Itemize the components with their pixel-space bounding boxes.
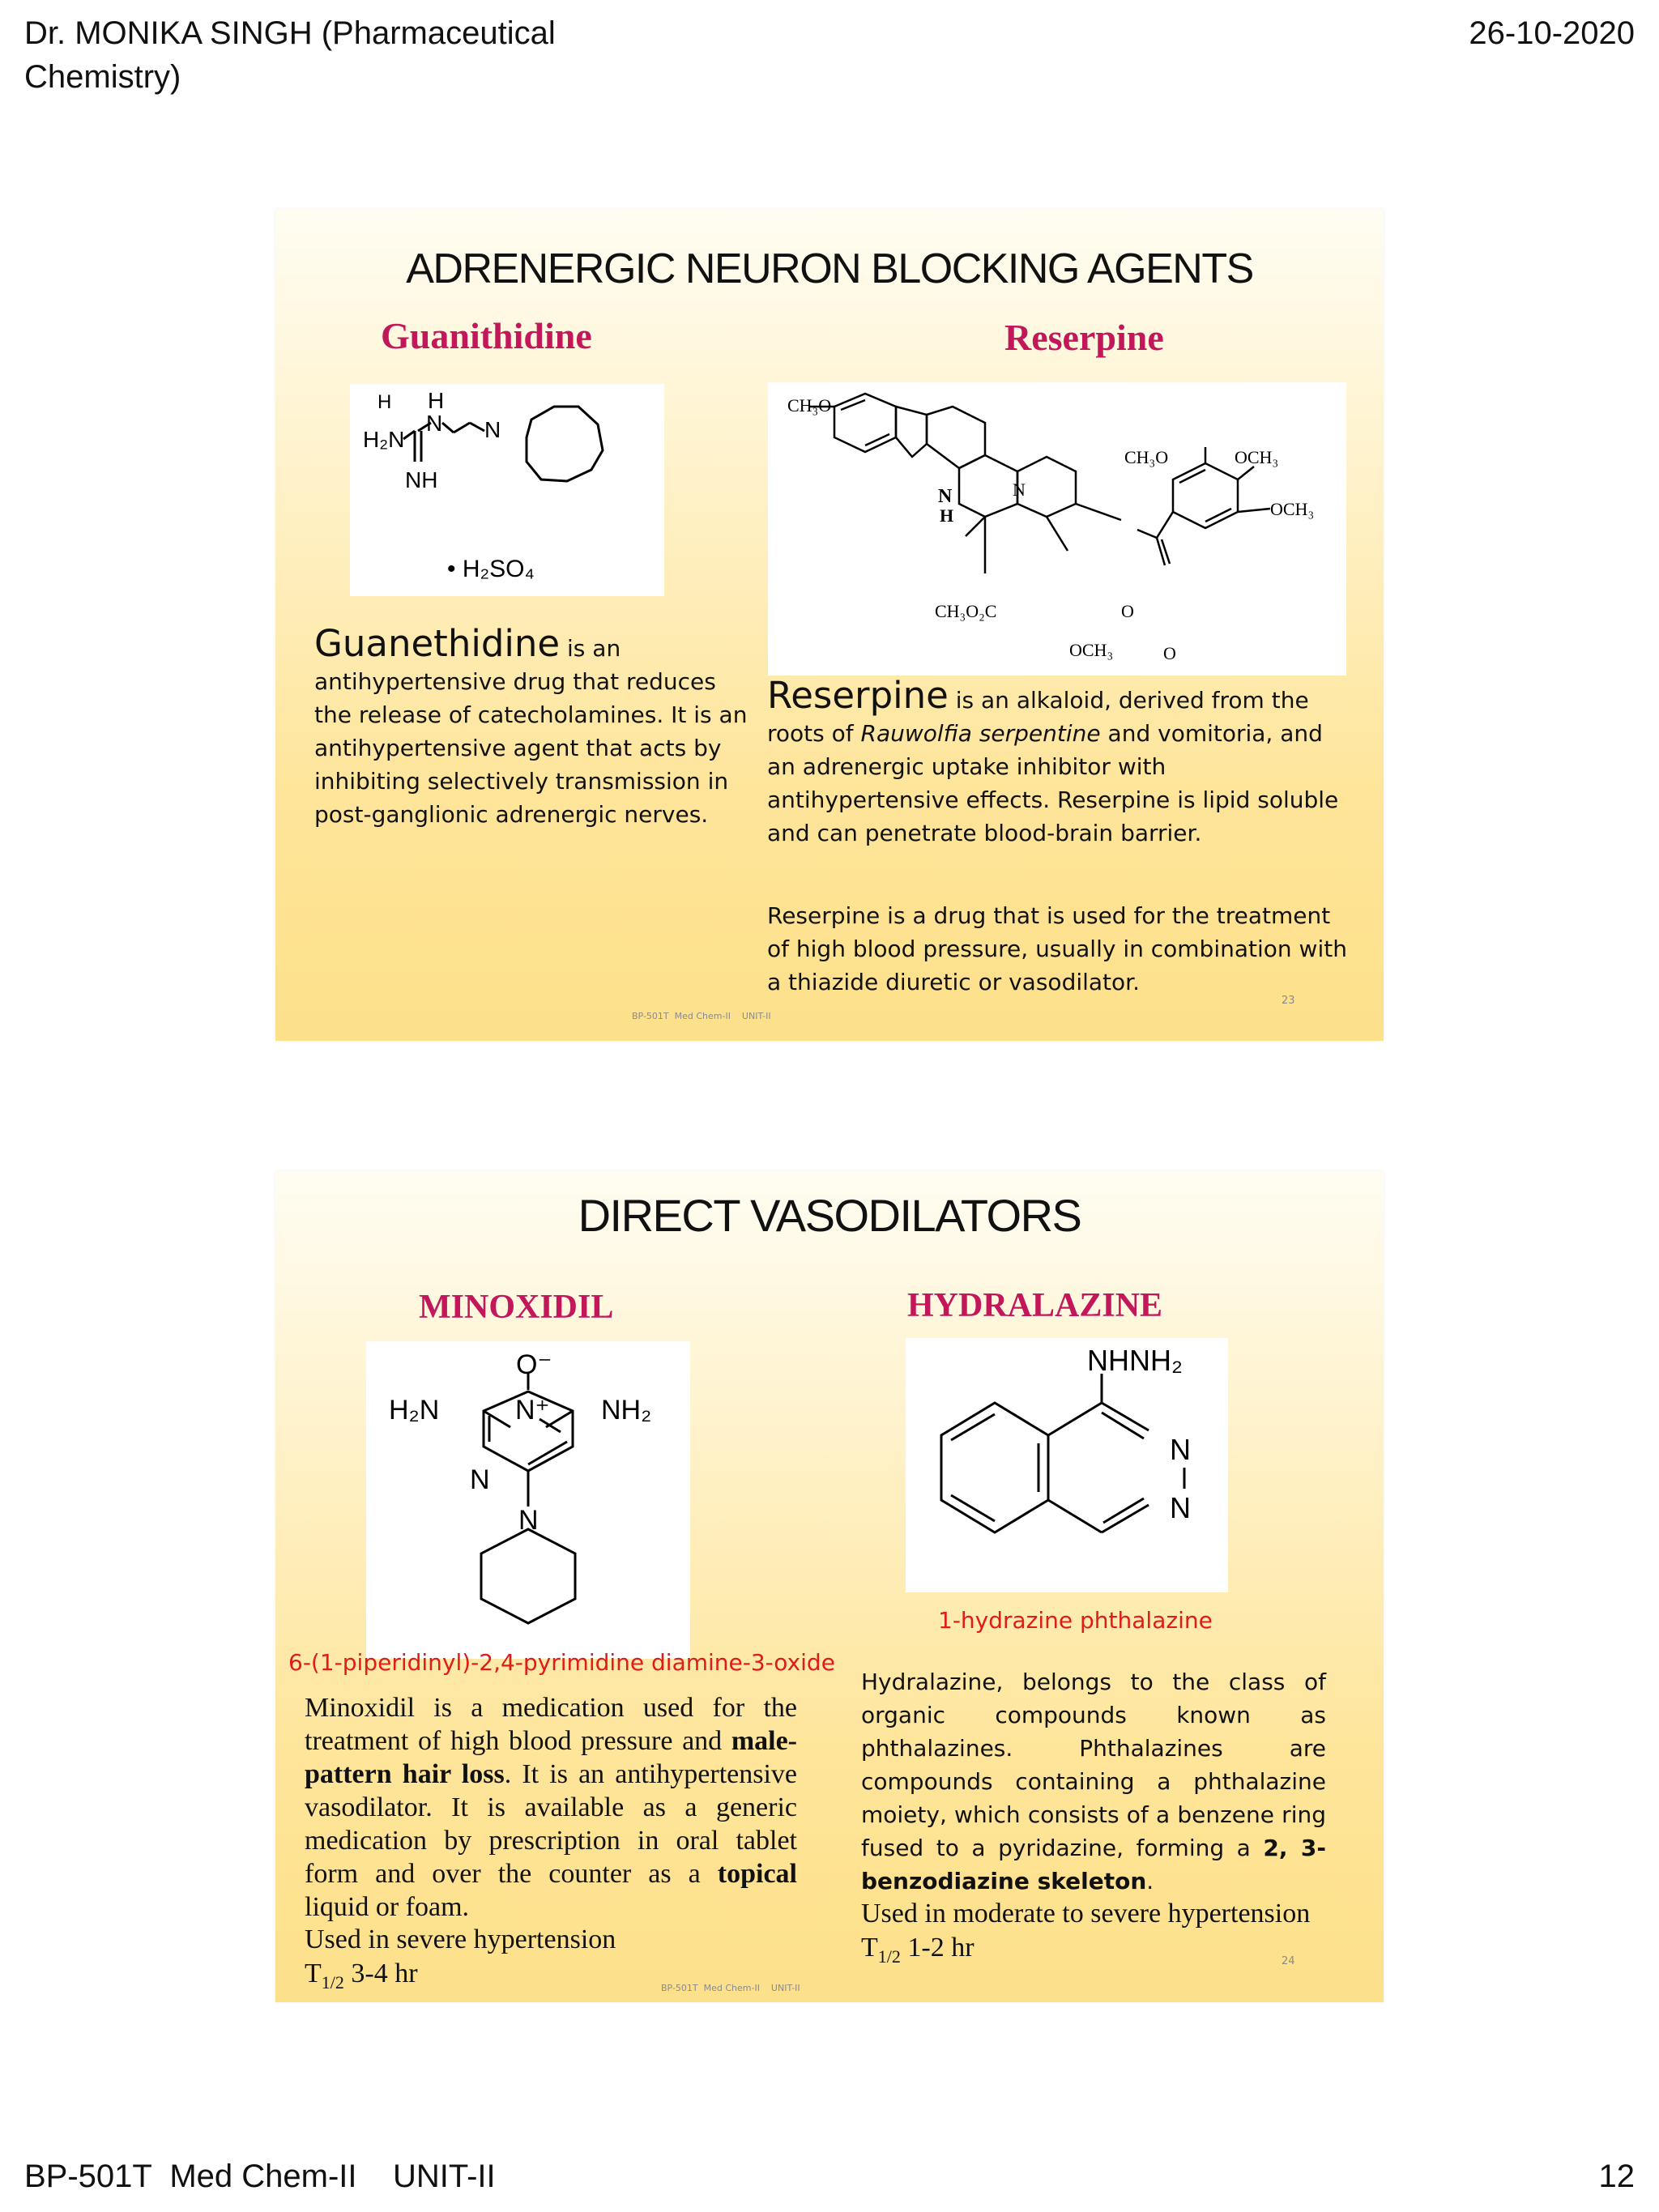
- reserpine-lead: Reserpine: [767, 674, 949, 717]
- hydralazine-bold: 2, 3-benzodiazine skeleton: [861, 1835, 1326, 1894]
- guanethidine-ring-n-label: N: [484, 417, 501, 442]
- slide-adrenergic-neuron-blocking: [275, 209, 1384, 1041]
- minoxidil-structure-svg: [366, 1341, 690, 1659]
- reserpine-species: Rauwolfia serpentine: [860, 720, 1101, 747]
- reserpine-usage: Reserpine is a drug that is used for the treatment of high blood pressure, usually in combination with a thiazide diuretic or vasodilator.: [767, 902, 1347, 995]
- minoxidil-nh2-label: NH₂: [601, 1395, 652, 1426]
- minoxidil-o-minus-label: O⁻: [516, 1349, 552, 1380]
- reserpine-structure-image: [768, 382, 1346, 676]
- minoxidil-h2n-label: H₂N: [389, 1395, 440, 1426]
- minoxidil-half-life-t: T: [305, 1958, 322, 1988]
- guanethidine-h-label-2: H: [428, 388, 445, 413]
- hydralazine-iupac-caption: 1-hydrazine phthalazine: [938, 1607, 1213, 1634]
- minoxidil-structure-image: [366, 1341, 690, 1659]
- guanethidine-n-label: N: [426, 411, 443, 436]
- guanethidine-structure-svg: [350, 384, 664, 596]
- guanethidine-lead: Guanethidine: [314, 622, 561, 665]
- page-footer-course: BP-501T Med Chem-II UNIT-II: [24, 2159, 496, 2194]
- drug-name-minoxidil: MINOXIDIL: [419, 1289, 614, 1326]
- hydralazine-description: [861, 1665, 1326, 1898]
- minoxidil-bold-1: male-pattern hair loss: [305, 1726, 797, 1789]
- hydralazine-nhnh2-label: NHNH₂: [1087, 1344, 1183, 1377]
- reserpine-ester-label: CH₃O₂C: [935, 601, 997, 621]
- reserpine-ring-n-label: N: [1013, 479, 1026, 500]
- reserpine-och3-top-label: OCH₃: [1235, 447, 1279, 467]
- page-header-author: Dr. MONIKA SINGH (Pharmaceutical Chemistry): [24, 15, 556, 95]
- hydralazine-use: Used in moderate to severe hypertension: [861, 1899, 1311, 1929]
- hydralazine-body-2: .: [1146, 1868, 1154, 1894]
- guanethidine-description: [314, 622, 752, 831]
- hydralazine-half-life-value: 1-2 hr: [900, 1933, 975, 1963]
- guanethidine-h-label: H: [377, 391, 392, 413]
- reserpine-ch3o-label: CH₃O: [787, 395, 832, 416]
- reserpine-o-carbonyl-label: O: [1163, 643, 1176, 663]
- reserpine-body-2: and vomitoria, and an adrenergic uptake inhibitor with antihypertensive effects. Reserpine is lipid soluble and can penetrate blood-brain barrier.: [767, 720, 1339, 846]
- minoxidil-iupac-caption: 6-(1-piperidinyl)-2,4-pyrimidine diamine-3-oxide: [288, 1649, 835, 1676]
- slide-title: DIRECT VASODILATORS: [578, 1190, 1081, 1241]
- guanethidine-h2n-label: H₂N: [363, 427, 405, 452]
- drug-name-reserpine: Reserpine: [1004, 317, 1164, 358]
- minoxidil-n-plus-label: N⁺: [515, 1395, 550, 1426]
- page-header-date: 26-10-2020: [1469, 15, 1635, 51]
- minoxidil-body-2: . It is an antihypertensive vasodilator. It is available as a generic medication by prescription in oral tablet form and over the counter as a: [305, 1759, 797, 1889]
- minoxidil-body-1: Minoxidil is a medication used for the treatment of high blood pressure and: [305, 1693, 797, 1756]
- hydralazine-body-1: Hydralazine, belongs to the class of organic compounds known as phthalazines. Phthalazines are compounds containing a phthalazine moiety, which consists of a benzene ring fused to a pyridazine, forming a: [861, 1669, 1326, 1861]
- drug-name-guanithidine: Guanithidine: [381, 315, 592, 356]
- hydralazine-half-life-t: T: [861, 1933, 878, 1963]
- reserpine-structure-svg: [768, 382, 1346, 676]
- minoxidil-description: [305, 1691, 797, 1924]
- reserpine-och3-bottom-label: OCH₃: [1069, 640, 1114, 660]
- guanethidine-structure-image: [350, 384, 664, 596]
- reserpine-nh-n-label: N: [938, 486, 953, 507]
- slide-title: ADRENERGIC NEURON BLOCKING AGENTS: [406, 245, 1253, 292]
- hydralazine-half-life: [861, 1931, 1347, 1973]
- slide-number: 23: [1282, 995, 1295, 1007]
- slide-number: 24: [1282, 1955, 1295, 1967]
- slide-footer: BP-501T Med Chem-II UNIT-II: [632, 1011, 771, 1021]
- minoxidil-half-life-value: 3-4 hr: [343, 1958, 418, 1988]
- page-footer-number: 12: [1598, 2159, 1635, 2194]
- minoxidil-bold-2: topical: [717, 1859, 797, 1889]
- drug-name-hydralazine: HYDRALAZINE: [907, 1287, 1163, 1324]
- guanethidine-salt-label: • H₂SO₄: [447, 556, 535, 582]
- reserpine-och3-right-label: OCH₃: [1270, 499, 1315, 519]
- minoxidil-use: Used in severe hypertension: [305, 1924, 616, 1954]
- slide-direct-vasodilators: [275, 1171, 1384, 2002]
- minoxidil-half-life-sub: 1/2: [321, 1971, 344, 1993]
- guanethidine-body: is an antihypertensive drug that reduces the release of catecholamines. It is an antihypertensive agent that acts by inhibiting selectively transmission in post-ganglionic adrenergic nerves.: [314, 635, 748, 828]
- reserpine-nh-h-label: H: [940, 505, 954, 526]
- slide-footer: BP-501T Med Chem-II UNIT-II: [661, 1983, 800, 1993]
- reserpine-o-link-label: O: [1121, 601, 1134, 621]
- hydralazine-half-life-sub: 1/2: [877, 1946, 901, 1967]
- hydralazine-structure-image: [906, 1338, 1228, 1592]
- hydralazine-n1-label: N: [1170, 1433, 1191, 1466]
- minoxidil-piperidine-n-label: N: [518, 1505, 539, 1536]
- reserpine-description: [767, 674, 1354, 850]
- reserpine-ch3o-right-label: CH₃O: [1124, 447, 1169, 467]
- minoxidil-ring-n-label: N: [470, 1464, 490, 1495]
- hydralazine-n2-label: N: [1170, 1491, 1191, 1524]
- minoxidil-body-3: liquid or foam.: [305, 1892, 470, 1922]
- guanethidine-nh-label: NH: [405, 467, 438, 492]
- hydralazine-structure-svg: [906, 1338, 1228, 1592]
- reserpine-body-1: is an alkaloid, derived from the roots of: [767, 687, 1309, 747]
